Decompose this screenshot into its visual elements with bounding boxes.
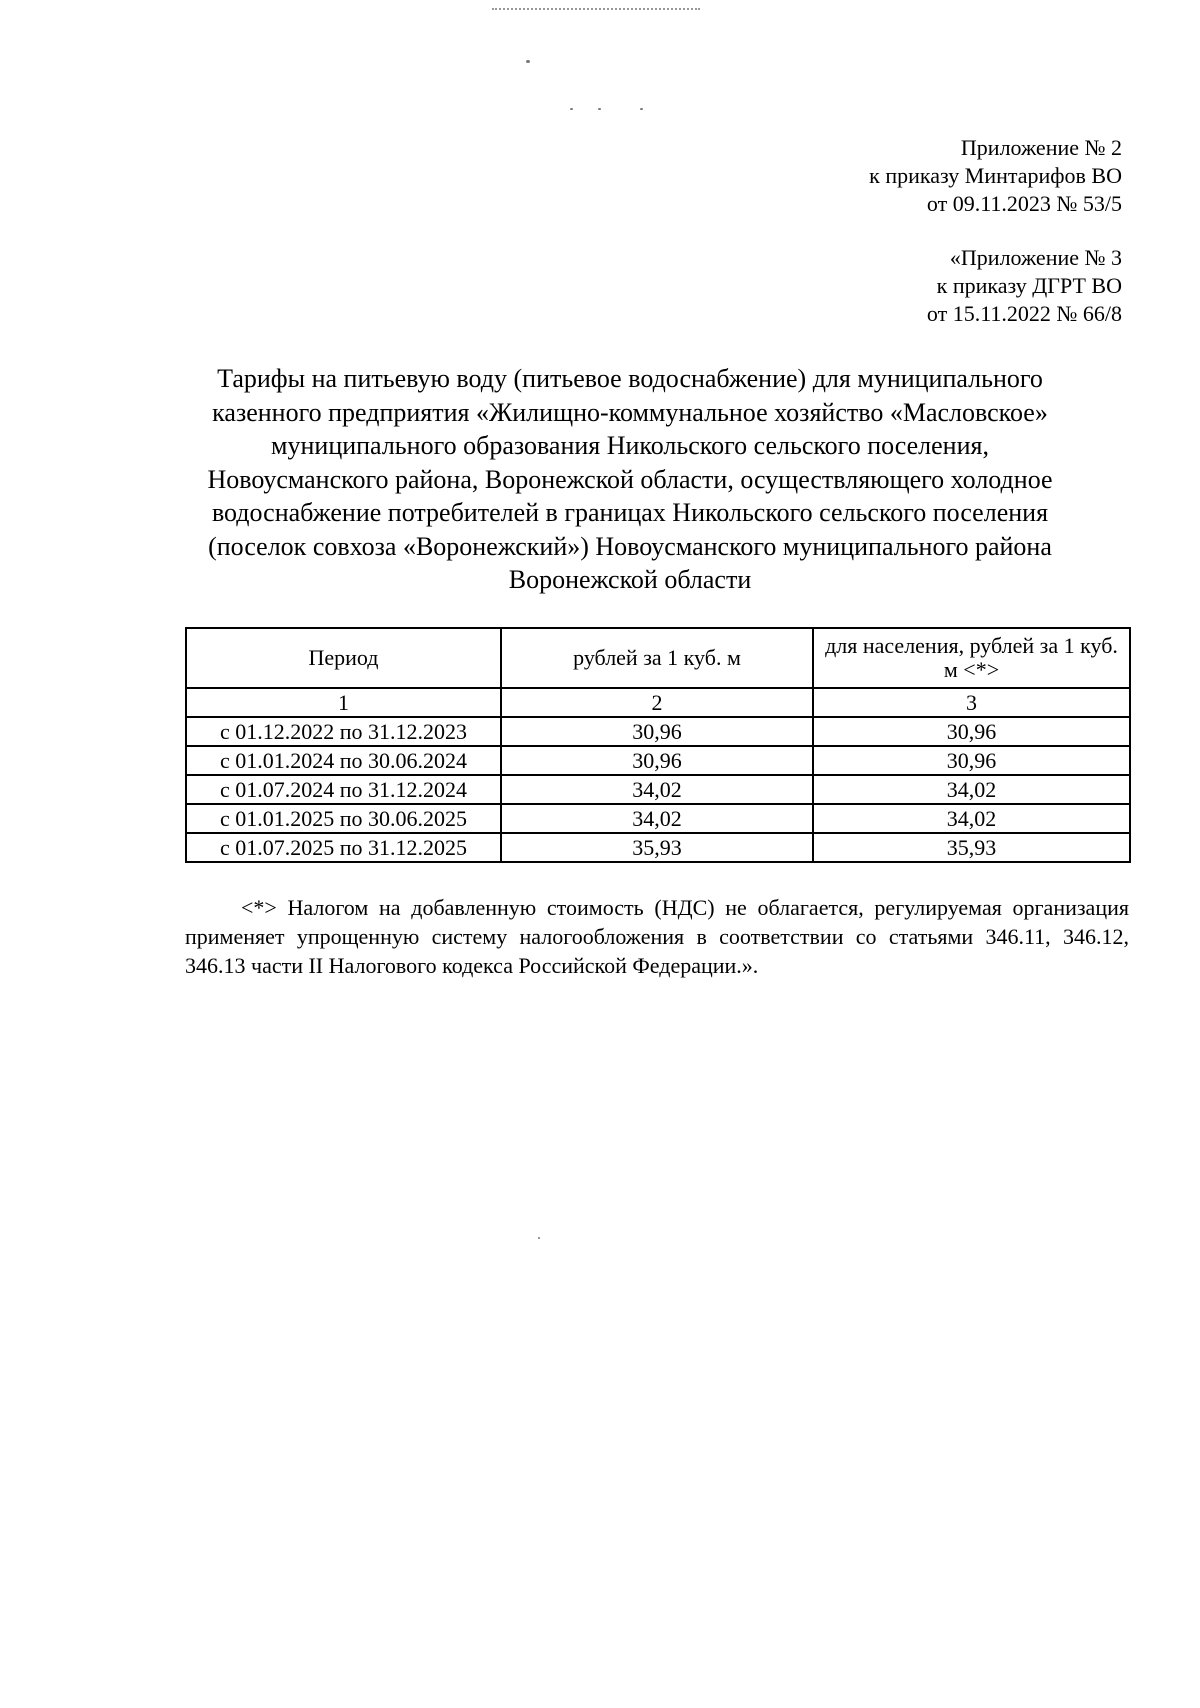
document-title [150, 362, 1110, 597]
appendix-line: «Приложение № 3 [949, 245, 1122, 270]
title-line: (поселок совхоза «Воронежский») Новоусманского муниципального района [208, 531, 1052, 561]
appendix-line: к приказу ДГРТ ВО [936, 273, 1122, 298]
appendix-reference-current [869, 134, 1122, 218]
table-row [186, 833, 1130, 862]
table-header-row [186, 628, 1130, 688]
rate-population-cell: 35,93 [813, 833, 1130, 862]
rate-cell: 30,96 [501, 746, 813, 775]
rate-cell: 30,96 [501, 717, 813, 746]
scan-artifact [570, 108, 573, 110]
rate-population-cell: 30,96 [813, 746, 1130, 775]
rate-population-cell: 30,96 [813, 717, 1130, 746]
title-line: водоснабжение потребителей в границах Никольского сельского поселения [211, 498, 1049, 527]
appendix-line: от 15.11.2022 № 66/8 [926, 301, 1122, 326]
period-cell: с 01.01.2024 по 30.06.2024 [186, 746, 501, 775]
appendix-line: Приложение № 2 [960, 135, 1122, 160]
rate-cell: 34,02 [501, 775, 813, 804]
column-number: 2 [501, 688, 813, 717]
scan-artifact [640, 108, 643, 110]
title-line: муниципального образования Никольского сельского поселения, [271, 431, 989, 460]
period-cell: с 01.01.2025 по 30.06.2025 [186, 804, 501, 833]
column-number: 3 [813, 688, 1130, 717]
title-line: Тарифы на питьевую воду (питьевое водоснабжение) для муниципального [217, 364, 1043, 393]
appendix-line: от 09.11.2023 № 53/5 [926, 191, 1122, 216]
scan-artifact [492, 0, 700, 10]
title-line: Новоусманского района, Воронежской области, осуществляющего холодное [207, 464, 1053, 494]
scan-artifact [598, 108, 601, 110]
column-number-row [186, 688, 1130, 717]
title-line: казенного предприятия «Жилищно-коммунальное хозяйство «Масловское» [212, 397, 1048, 427]
rate-cell: 34,02 [501, 804, 813, 833]
header-rate: рублей за 1 куб. м [501, 628, 813, 688]
period-cell: с 01.07.2025 по 31.12.2025 [186, 833, 501, 862]
header-rate-population: для населения, рублей за 1 куб. м <*> [813, 628, 1130, 688]
table-row [186, 804, 1130, 833]
header-period: Период [186, 628, 501, 688]
rate-population-cell: 34,02 [813, 804, 1130, 833]
scan-artifact [526, 60, 530, 63]
column-number: 1 [186, 688, 501, 717]
period-cell: с 01.12.2022 по 31.12.2023 [186, 717, 501, 746]
period-cell: с 01.07.2024 по 31.12.2024 [186, 775, 501, 804]
table-row [186, 746, 1130, 775]
title-line: Воронежской области [508, 565, 752, 594]
appendix-line: к приказу Минтарифов ВО [869, 163, 1122, 188]
scan-artifact [538, 1237, 540, 1239]
tariff-table [185, 627, 1131, 863]
footnote: <*> Налогом на добавленную стоимость (НДС) не облагается, регулируемая организация применяет упрощенную систему налогообложения в соответствии со статьями 346.11, 346.12, 346.13 части II Налогового кодекса Российской Федерации.». [185, 895, 1129, 978]
table-row [186, 717, 1130, 746]
rate-cell: 35,93 [501, 833, 813, 862]
appendix-reference-previous [927, 244, 1122, 328]
rate-population-cell: 34,02 [813, 775, 1130, 804]
table-row [186, 775, 1130, 804]
